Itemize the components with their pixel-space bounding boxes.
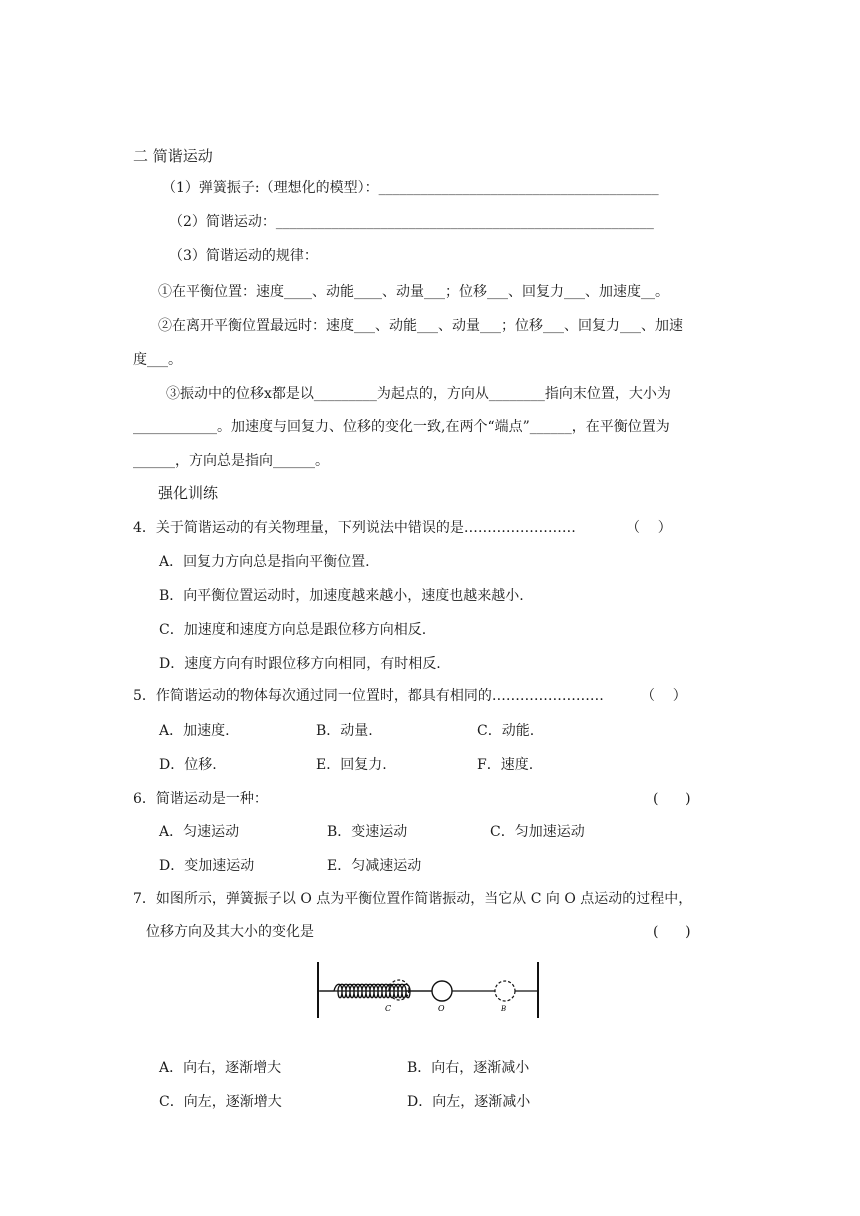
question-4-option-b: B．向平衡位置运动时，加速度越来越小，速度也越来越小. — [159, 588, 524, 604]
question-7-option-d: D．向左，逐渐减小 — [407, 1094, 531, 1110]
question-4-option-a: A．回复力方向总是指向平衡位置. — [159, 554, 370, 570]
question-6-option-c: C．匀加速运动 — [490, 824, 585, 840]
ball-position-b — [495, 981, 515, 1001]
question-5-option-e: E．回复力. — [316, 757, 387, 773]
question-4-stem: 4．关于简谐运动的有关物理量，下列说法中错误的是…………………… — [133, 520, 576, 536]
item-2-simple-harmonic: （2）简谐运动：______________________________________________________ — [169, 214, 654, 230]
question-7-answer-blank: ( ) — [653, 924, 691, 940]
item-1-spring-oscillator: （1）弹簧振子:（理想化的模型）：________________________________________ — [162, 180, 659, 196]
ball-position-o — [432, 981, 452, 1001]
question-7-option-a: A．向右，逐渐增大 — [159, 1060, 282, 1076]
rule-1: ①在平衡位置：速度____、动能____、动量___；位移___、回复力___、加速度__。 — [158, 284, 669, 300]
item-3-rules: （3）简谐运动的规律： — [169, 248, 318, 264]
label-c: C — [385, 1004, 392, 1013]
question-5-option-f: F．速度. — [477, 757, 534, 773]
training-heading: 强化训练 — [158, 484, 219, 502]
rule-2-line-1: ②在离开平衡位置最远时：速度___、动能___、动量___；位移___、回复力___、加速 — [158, 318, 683, 334]
section-heading: 二 简谐运动 — [133, 147, 213, 165]
label-b: B — [501, 1005, 507, 1013]
question-6-answer-blank: ( ) — [653, 791, 691, 807]
rule-3-line-2: ____________。加速度与回复力、位移的变化一致,在两个“端点”______，在平衡位置为 — [133, 419, 670, 435]
question-4-answer-blank: （ ） — [626, 520, 672, 536]
question-5-option-a: A．加速度. — [159, 723, 230, 739]
question-4-option-c: C．加速度和速度方向总是跟位移方向相反. — [159, 622, 427, 638]
label-o: O — [438, 1004, 445, 1013]
question-5-stem: 5．作简谐运动的物体每次通过同一位置时，都具有相同的…………………… — [133, 688, 604, 704]
question-7-stem-line-2: 位移方向及其大小的变化是 — [146, 924, 314, 940]
question-5-answer-blank: （ ） — [641, 688, 687, 704]
question-7-option-c: C．向左，逐渐增大 — [159, 1094, 282, 1110]
question-6-option-b: B．变速运动 — [327, 824, 408, 840]
question-6-stem: 6．简谐运动是一种： — [133, 791, 268, 807]
question-5-option-c: C．动能. — [477, 723, 535, 739]
rule-3-line-3: ______，方向总是指向______。 — [133, 453, 329, 469]
question-4-option-d: D．速度方向有时跟位移方向相同，有时相反. — [159, 656, 441, 672]
question-6-option-d: D．变加速运动 — [159, 858, 255, 874]
question-5-option-b: B．动量. — [316, 723, 373, 739]
question-7-option-b: B．向右，逐渐减小 — [407, 1060, 530, 1076]
question-6-option-e: E．匀减速运动 — [327, 858, 422, 874]
rule-3-line-1: ③振动中的位移x都是以_________为起点的，方向从________指向末位置，大小为 — [166, 386, 671, 402]
question-7-stem-line-1: 7．如图所示，弹簧振子以 O 点为平衡位置作简谐振动，当它从 C 向 O 点运动的过程中， — [133, 891, 693, 907]
spring-oscillator-figure — [314, 960, 544, 1022]
rule-2-line-2: 度___。 — [133, 352, 182, 368]
question-6-option-a: A．匀速运动 — [159, 824, 240, 840]
question-5-option-d: D．位移. — [159, 757, 217, 773]
